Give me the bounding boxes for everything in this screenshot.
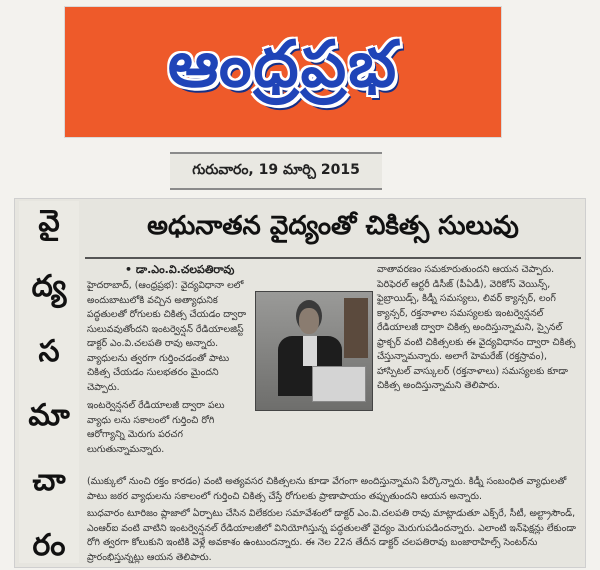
article-paragraph: ఇంటర్వెన్షనల్ రేడియాలజీ ద్వారా పలు వ్యాధు లను సకాలంలో గుర్తించి రోగి ఆరోగ్యాన్ని మెరుగు పరచగ లుగుతున్నామన్నారు. [87, 400, 225, 455]
side-label-char: ద్య [31, 268, 67, 304]
article-paragraph: బుధవారం టూరిజం ప్లాజాలో ఏర్పాటు చేసిన విలేకరుల సమావేశంలో డాక్టర్ ఎం.వి.చలపతి రావు మాట్లాడుతూ ఎక్స్‌రే, సీటీ, అల్ట్రాసౌండ్, ఎంఆర్‌ఐ వంటి వాటిని ఇంటర్వెన్షనల్ రేడియాలజీలో వినియోగిస్తున్న పద్ధతులతో వైద్యం మెరుగుపడిందన్నారు. ఎలాంటి ఇన్‌ఫెక్షన్లు లేకుండా రోగి త్వరగా కోలుకుని ఇంటికి వెళ్లే అవకాశం ఉంటుందన్నారు. ఈ నెల 22న తేదీన డాక్టర్ చలపతిరావు బంజారాహిల్స్ సెంటర్‌ను ప్రారంభిస్తున్నట్లు ఆయన తెలిపారు. [87, 508, 576, 563]
side-label-char: చా [32, 463, 66, 499]
article-paragraph: వాతావరణం సమకూరుతుందని ఆయన చెప్పారు. పెరిఫెరల్ ఆర్టరీ డిసీజ్ (పీఏడీ), వెరికోస్ వెయిన్స్, ఫైబ్రాయిడ్స్, కిడ్నీ సమస్యలు, లివర్ క్యాన్సర్, లంగ్ క్యాన్సర్, రక్తనాళాల సమస్యలకు ఇంటర్వెన్షనల్ రేడియాలజీ ద్వారా చికిత్స అందిస్తున్నామని, స్పైనల్ ఫ్రాక్చర్ వంటి చికిత్సలకు ఈ వైద్యవిధానం ద్వారా చికిత్స చేస్తున్నామన్నారు. అలాగే హెమరేజ్ (రక్తస్రావం), హాస్పిటల్ వాస్కులర్ (రక్తనాళాలు) సమస్యలకు కూడా చికిత్స అందిస్తున్నామని తెలిపారు. [377, 264, 576, 391]
dateline-text: గురువారం, 19 మార్చి 2015 [192, 161, 360, 178]
article-column-bottom [87, 475, 581, 568]
newspaper-masthead [64, 6, 502, 138]
side-label-char: రం [32, 527, 66, 563]
photo-shirt [303, 336, 317, 366]
side-label-char: స [38, 333, 60, 369]
article-byline: • డా.ఎం.వి.చలపతిరావు [125, 263, 235, 276]
article-headline: అధునాతన వైద్యంతో చికిత్స సులువు [147, 211, 519, 241]
article-headline-box [85, 201, 581, 259]
photo-bookshelf [344, 298, 368, 358]
side-label-char: వై [38, 204, 60, 239]
photo-face [299, 308, 319, 334]
article-paragraph: (ముక్కులో నుంచి రక్తం కారడం) వంటి అత్యవసర చికిత్సలను కూడా వేగంగా అందిస్తున్నామని పేర్కొన్నారు. కిడ్నీ సంబంధిత వ్యాధులతో పాటు జఠర వ్యాధులను సకాలంలో గుర్తించి చికిత్స చేస్తే రోగులకు ప్రాణాపాయం తప్పుతుందని ఆయన అన్నారు. [87, 476, 567, 502]
article-column-right [377, 263, 579, 394]
section-side-label [19, 201, 79, 563]
news-clipping [14, 198, 586, 568]
publication-dateline [170, 152, 382, 190]
doctor-photo [255, 291, 373, 411]
photo-laptop [312, 366, 366, 402]
masthead-title: ఆంధ్రప్రభ [167, 27, 399, 102]
article-paragraph: హైదరాబాద్, (ఆంధ్రప్రభ): వైద్యవిధానా లలో అందుబాటులోకి వచ్చిన అత్యాధునిక పద్ధతులతో రోగులకు చికిత్స చేయడం ద్వారా సులువవుతోందని ఇంటర్వెన్షన్ రేడియాలజిస్ట్ డాక్టర్ ఎం.వి.చలపతి రావు అన్నారు. వ్యాధులను త్వరగా గుర్తించడంతో పాటు చికిత్స చేయడం సులభతరం మైందని చెప్పారు. [87, 280, 247, 393]
side-label-char: మా [28, 398, 70, 434]
